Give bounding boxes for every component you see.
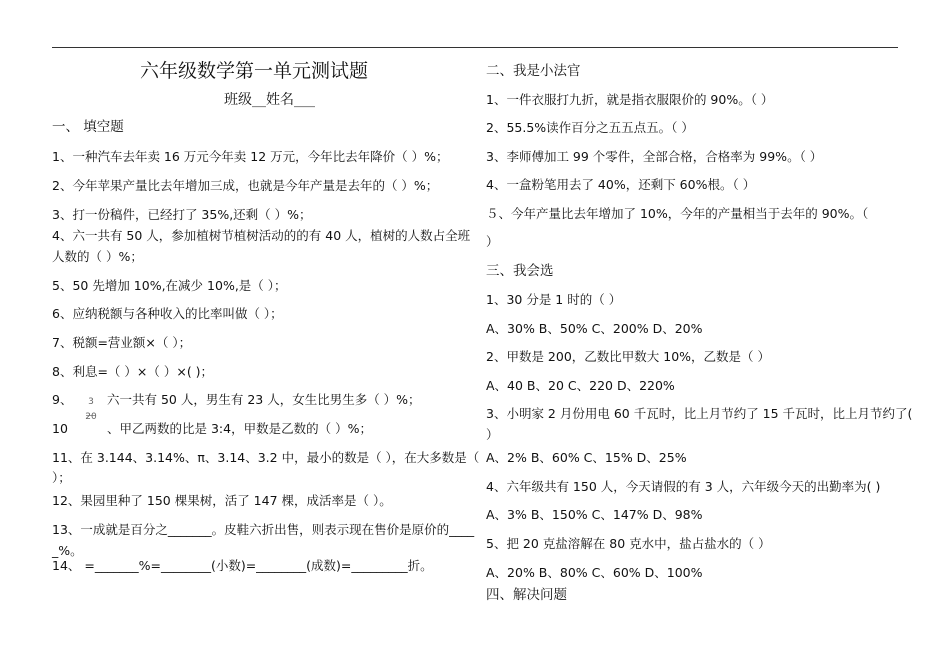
choice-4-options: A、3% B、150% C、147% D、98% <box>486 507 703 522</box>
choice-3-line2: ） <box>486 427 499 442</box>
question-4-line2: 人数的（ ）%； <box>52 249 143 264</box>
judge-2: 2、55.5%读作百分之五五点五。（ ） <box>486 120 694 135</box>
question-5: 5、50 先增加 10%,在减少 10%,是（ ）； <box>52 278 287 293</box>
section-fill-blank-title: 一、 填空题 <box>52 119 124 135</box>
question-14: 14、 =_______%=________(小数)=________(成数)=_________折。 <box>52 558 433 573</box>
choice-2-options: A、40 B、20 C、220 D、220% <box>486 378 675 393</box>
question-9: 六一共有 50 人，男生有 23 人，女生比男生多（ ）%； <box>107 392 421 407</box>
question-13-line1: 13、一成就是百分之_______。皮鞋六折出售，则表示现在售价是原价的____ <box>52 522 475 537</box>
question-4-line1: 4、六一共有 50 人，参加植树节植树活动的的有 40 人，植树的人数占全班 <box>52 228 471 243</box>
question-10: 、甲乙两数的比是 3:4，甲数是乙数的（ ）%； <box>107 421 372 436</box>
class-name-line: 班级__姓名___ <box>224 92 315 108</box>
choice-1: 1、30 分是 1 时的（ ） <box>486 292 622 307</box>
question-12: 12、果园里种了 150 棵果树，活了 147 棵，成活率是（ ）。 <box>52 493 392 508</box>
choice-3-options: A、2% B、60% C、15% D、25% <box>486 450 687 465</box>
choice-4: 4、六年级共有 150 人，今天请假的有 3 人，六年级今天的出勤率为( ) <box>486 479 881 494</box>
question-10-number: 10 <box>52 421 68 436</box>
question-11-line1: 11、在 3.144、3.14%、π、3.14、3.2 中，最小的数是（ ），在大多数是（ <box>52 450 480 465</box>
choice-2: 2、甲数是 200，乙数比甲数大 10%，乙数是（ ） <box>486 349 771 364</box>
choice-1-options: A、30% B、50% C、200% D、20% <box>486 321 703 336</box>
question-9-number: 9、 <box>52 392 73 407</box>
question-7: 7、税额=营业额×（ ）； <box>52 335 192 350</box>
judge-3: 3、李师傅加工 99 个零件，全部合格，合格率为 99%。（ ） <box>486 149 823 164</box>
choice-5: 5、把 20 克盐溶解在 80 克水中，盐占盐水的（ ） <box>486 536 771 551</box>
question-2: 2、今年苹果产量比去年增加三成，也就是今年产量是去年的（ ）%； <box>52 178 439 193</box>
question-3: 3、打一份稿件，已经打了 35%,还剩（ ）%； <box>52 207 312 222</box>
question-11-line2: ）； <box>52 470 71 485</box>
page-title: 六年级数学第一单元测试题 <box>140 60 369 82</box>
question-13-line2: _%。 <box>52 543 83 558</box>
fraction-denominator: 20 <box>85 412 97 422</box>
question-8: 8、利息=（ ）×（ ）×( )； <box>52 364 214 379</box>
choice-3-line1: 3、小明家 2 月份用电 60 千瓦时，比上月节约了 15 千瓦时，比上月节约了( <box>486 406 913 421</box>
choice-5-options: A、20% B、80% C、60% D、100% <box>486 565 703 580</box>
question-1: 1、一种汽车去年卖 16 万元今年卖 12 万元，今年比去年降价（ ）%； <box>52 149 449 164</box>
judge-1: 1、一件衣服打九折，就是指衣服限价的 90%。（ ） <box>486 92 774 107</box>
judge-5-line2: ） <box>486 234 499 249</box>
top-rule <box>52 47 898 48</box>
judge-4: 4、一盒粉笔用去了 40%，还剩下 60%根。（ ） <box>486 177 756 192</box>
judge-5-line1: ５、今年产量比去年增加了 10%，今年的产量相当于去年的 90%。（ <box>486 206 869 221</box>
question-6: 6、应纳税额与各种收入的比率叫做（ ）； <box>52 306 283 321</box>
section-choice-title: 三、我会选 <box>486 263 554 279</box>
fraction-numerator: 3 <box>88 397 94 407</box>
section-problem-solving-title: 四、解决问题 <box>486 587 567 603</box>
section-judge-title: 二、我是小法官 <box>486 63 581 79</box>
